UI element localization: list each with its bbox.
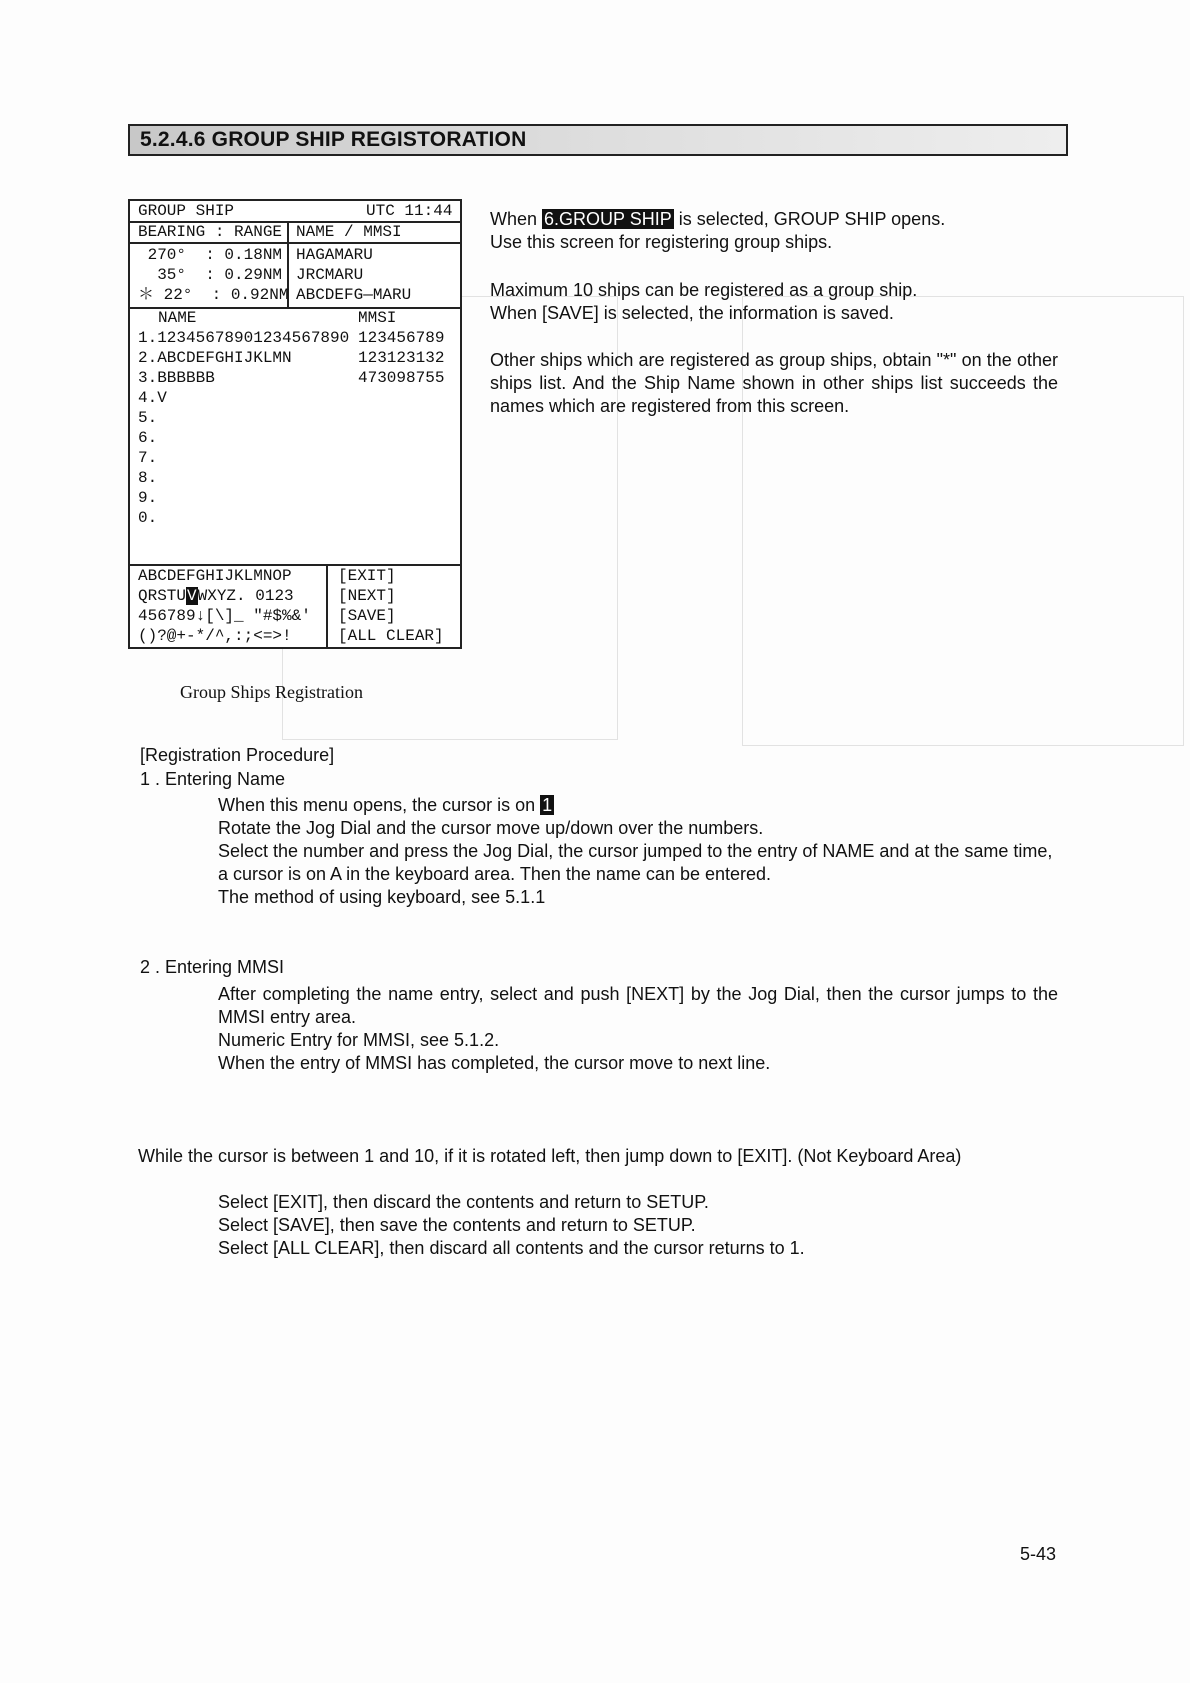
keyboard-keys[interactable]: QRSTU bbox=[138, 587, 187, 605]
entry-index: 2. bbox=[138, 349, 158, 367]
entry-row[interactable] bbox=[138, 448, 157, 468]
entry-index: 0. bbox=[138, 509, 158, 527]
list-header-name: NAME bbox=[158, 309, 197, 327]
entry-mmsi: 123123132 bbox=[358, 349, 445, 367]
entry-row[interactable] bbox=[138, 488, 157, 508]
step1-title: 1 . Entering Name bbox=[140, 769, 286, 789]
step1-text: Select the number and press the Jog Dial, the cursor jumped to the entry of NAME and at the same time, a cursor is on A in the keyboard area. Then the name can be entered. bbox=[218, 841, 1053, 884]
entry-row[interactable] bbox=[138, 368, 215, 388]
entry-row[interactable] bbox=[138, 428, 157, 448]
step1-text: Rotate the Jog Dial and the cursor move up/down over the numbers. bbox=[218, 818, 764, 838]
entry-index: 9. bbox=[138, 489, 158, 507]
entry-index: 1. bbox=[138, 329, 158, 347]
nearby-bearing-range: 270° : 0.18NM bbox=[138, 246, 283, 264]
rotation-note: While the cursor is between 1 and 10, if it is rotated left, then jump down to [EXIT]. (Not Keyboard Area) bbox=[138, 1146, 962, 1166]
nearby-ship-name: JRCMARU bbox=[296, 266, 364, 284]
keyboard-row[interactable]: 456789↓[\]_ "#$%&' bbox=[138, 607, 311, 625]
intro-paragraph-1 bbox=[490, 208, 1060, 254]
figure-caption: Group Ships Registration bbox=[180, 682, 363, 702]
nearby-bearing-range: 35° : 0.29NM bbox=[138, 266, 283, 284]
section-title: 5.2.4.6 GROUP SHIP REGISTORATION bbox=[140, 128, 527, 151]
entry-mmsi: 473098755 bbox=[358, 369, 445, 387]
entry-row[interactable] bbox=[138, 508, 157, 528]
keyboard-keys[interactable]: WXYZ. 0123 bbox=[197, 587, 294, 605]
entry-row[interactable] bbox=[138, 408, 157, 428]
screen-title: GROUP SHIP bbox=[138, 202, 235, 220]
step2-title: 2 . Entering MMSI bbox=[140, 957, 285, 977]
entry-name: ABCDEFGHIJKLMN bbox=[157, 349, 292, 367]
intro-text: When bbox=[490, 209, 543, 229]
page-number: 5-43 bbox=[1020, 1544, 1057, 1564]
nearby-bearing-range: ＊ 22° : 0.92NM bbox=[138, 286, 289, 304]
procedure-heading: [Registration Procedure] bbox=[140, 745, 335, 765]
save-button[interactable]: [SAVE] bbox=[338, 607, 396, 625]
keyboard-row[interactable]: ()?@+-*/^,:;<=>! bbox=[138, 627, 292, 645]
all-clear-button[interactable]: [ALL CLEAR] bbox=[338, 627, 444, 645]
exit-button[interactable]: [EXIT] bbox=[338, 567, 396, 585]
entry-index: 3. bbox=[138, 369, 158, 387]
intro-paragraph-2 bbox=[490, 279, 1060, 325]
intro-text: Use this screen for registering group ships. bbox=[490, 232, 833, 252]
keyboard-row[interactable]: ABCDEFGHIJKLMNOP bbox=[138, 567, 292, 585]
entry-row[interactable] bbox=[138, 328, 349, 348]
step2-text: After completing the name entry, select and push [NEXT] by the Jog Dial, then the cursor jumps to the MMSI entry area. bbox=[218, 984, 1058, 1027]
entry-row[interactable] bbox=[138, 348, 292, 368]
keyboard-cursor[interactable]: V bbox=[187, 587, 197, 605]
intro-text: When [SAVE] is selected, the information is saved. bbox=[490, 303, 894, 323]
step2-body bbox=[218, 983, 1058, 1075]
entry-row[interactable] bbox=[138, 388, 167, 408]
cursor-marker: 1 bbox=[542, 795, 553, 815]
menu-highlight: 6.GROUP SHIP bbox=[544, 209, 672, 229]
entry-name: BBBBBB bbox=[157, 369, 215, 387]
bearing-range-header: BEARING : RANGE bbox=[138, 223, 283, 241]
entry-name: 12345678901234567890 bbox=[157, 329, 350, 347]
section-header bbox=[128, 124, 1068, 156]
exit-action-text: Select [EXIT], then discard the contents and return to SETUP. bbox=[218, 1192, 709, 1212]
entry-index: 7. bbox=[138, 449, 158, 467]
step1-body bbox=[218, 794, 1058, 909]
intro-text: is selected, GROUP SHIP opens. bbox=[673, 209, 946, 229]
entry-name: V bbox=[157, 389, 167, 407]
group-ship-screen bbox=[128, 199, 462, 649]
step2-text: When the entry of MMSI has completed, the cursor move to next line. bbox=[218, 1053, 771, 1073]
intro-text: Maximum 10 ships can be registered as a group ship. bbox=[490, 280, 918, 300]
entry-index: 4. bbox=[138, 389, 158, 407]
name-mmsi-header: NAME / MMSI bbox=[296, 223, 402, 241]
entry-index: 5. bbox=[138, 409, 158, 427]
entry-row[interactable] bbox=[138, 468, 157, 488]
intro-paragraph-3: Other ships which are registered as group ships, obtain "*" on the other ships list. And the Ship Name shown in other ships list succeeds the names which are registered from this screen. bbox=[490, 350, 1058, 416]
nearby-ship-name: HAGAMARU bbox=[296, 246, 373, 264]
step2-text: Numeric Entry for MMSI, see 5.1.2. bbox=[218, 1030, 500, 1050]
entry-mmsi: 123456789 bbox=[358, 329, 445, 347]
button-actions bbox=[218, 1191, 1058, 1260]
entry-index: 6. bbox=[138, 429, 158, 447]
next-button[interactable]: [NEXT] bbox=[338, 587, 396, 605]
keyboard-row[interactable] bbox=[138, 586, 294, 606]
list-header-mmsi: MMSI bbox=[358, 309, 397, 327]
entry-index: 8. bbox=[138, 469, 158, 487]
clear-action-text: Select [ALL CLEAR], then discard all contents and the cursor returns to 1. bbox=[218, 1238, 805, 1258]
step1-text: When this menu opens, the cursor is on bbox=[218, 795, 541, 815]
nearby-ship-name: ABCDEFG—MARU bbox=[296, 286, 412, 304]
screen-clock: UTC 11:44 bbox=[366, 202, 453, 220]
step1-text: The method of using keyboard, see 5.1.1 bbox=[218, 887, 546, 907]
save-action-text: Select [SAVE], then save the contents and return to SETUP. bbox=[218, 1215, 696, 1235]
